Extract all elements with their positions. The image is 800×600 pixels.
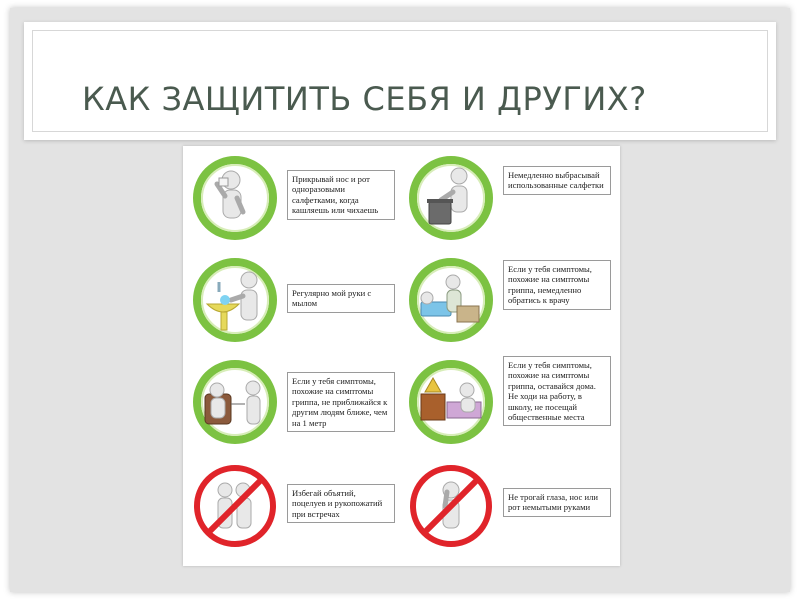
poster [183,146,620,566]
tip-throw-tissues [403,148,617,248]
tip-text: Избегай объятий, поцелуев и рукопожатий при встречах [287,484,395,523]
tip-cover-cough [187,148,401,248]
tip-text: Если у тебя симптомы, похожие на симптомы гриппа, не приближайся к другим людям ближе, чем на 1 метр [287,372,395,432]
distance-icon [191,358,279,446]
tip-text: Прикрывай нос и рот одноразовыми салфетками, когда кашляешь или чихаешь [287,170,395,220]
tip-text: Немедленно выбрасывай использованные салфетки [503,166,611,195]
tip-text: Не трогай глаза, нос или рот немытыми руками [503,488,611,517]
trash-icon [407,154,495,242]
tip-stay-home [403,352,617,452]
tip-wash-hands [187,250,401,350]
home-icon [407,358,495,446]
slide-title: КАК ЗАЩИТИТЬ СЕБЯ И ДРУГИХ? [82,80,647,118]
handwash-icon [191,256,279,344]
tip-text: Если у тебя симптомы, похожие на симптомы гриппа, оставайся дома. Не ходи на работу, в школу, не посещай общественные места [503,356,611,426]
cough-icon [191,154,279,242]
tip-text: Если у тебя симптомы, похожие на симптомы гриппа, немедленно обратись к врачу [503,260,611,310]
tip-see-doctor [403,250,617,350]
tip-text: Регулярно мой руки с мылом [287,284,395,313]
no-hugs-icon [191,462,279,550]
tip-no-touch-face [403,456,617,556]
doctor-icon [407,256,495,344]
tip-avoid-hugs [187,456,401,556]
title-band [24,22,776,140]
tip-keep-distance [187,352,401,452]
no-touch-face-icon [407,462,495,550]
